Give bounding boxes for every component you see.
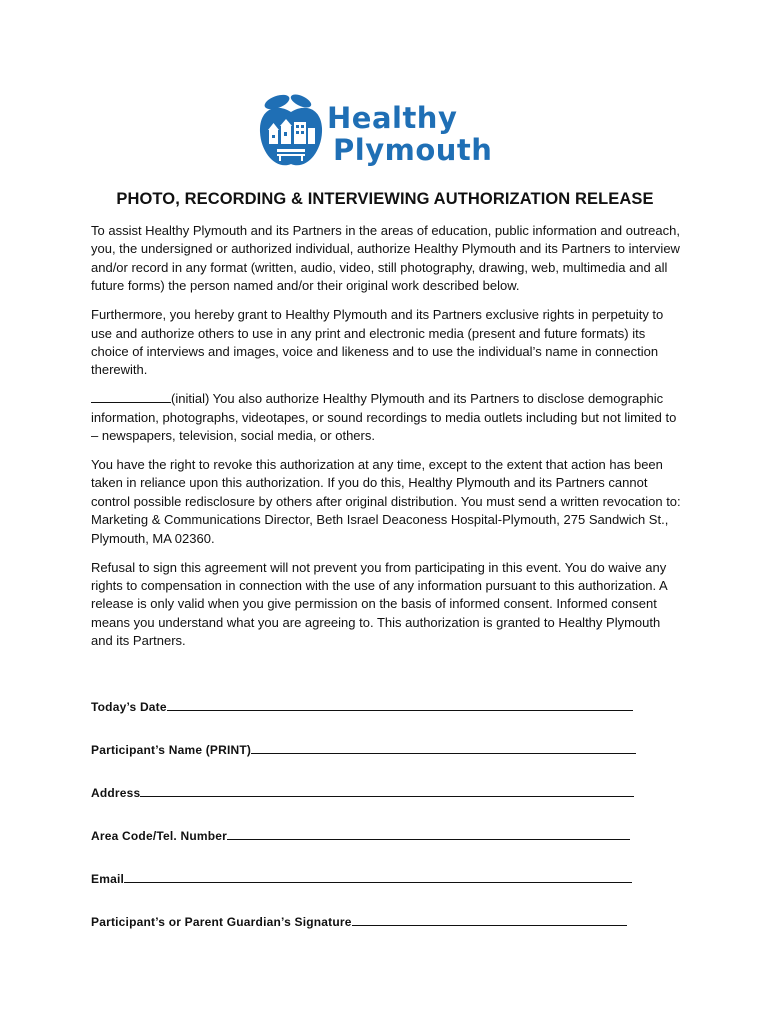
paragraph-purpose: To assist Healthy Plymouth and its Partners in the areas of education, public information and outreach, you, the undersigned or authorized individual, authorize Healthy Plymouth and its Partners to interview and/or record in any format (written, audio, video, still photography, drawing, web, multimedia and all future forms) the person named and/or their original work described below. (91, 223, 680, 294)
address-blank[interactable] (140, 784, 634, 797)
paragraph-disclosure (91, 390, 683, 445)
paragraph-refusal: Refusal to sign this agreement will not prevent you from participating in this event. You do waive any rights to compensation in connection with the use of any information pursuant to this authorization. A release is only valid when you give permission on the basis of informed consent. Informed consent means you understand what you are agreeing to. This authorization is granted to Healthy Plymouth and its Partners. (91, 559, 667, 649)
release-body (91, 222, 683, 661)
paragraph-disclosure-text: (initial) You also authorize Healthy Plymouth and its Partners to disclose demographic information, photographs, videotapes, or sound recordings to media outlets including but not limited to – newspapers, television, social media, or others. (91, 391, 677, 444)
field-label: Area Code/Tel. Number (91, 829, 228, 843)
field-label: Participant’s or Parent Guardian’s Signature (91, 915, 352, 929)
participant-name-blank[interactable] (251, 741, 636, 754)
logo-text-line2: Plymouth (333, 133, 493, 167)
initial-blank-line[interactable] (91, 390, 171, 403)
paragraph-rights: Furthermore, you hereby grant to Healthy Plymouth and its Partners exclusive rights in perpetuity to use and authorize others to use in any print and electronic media (present and future formats) its choice of interviews and images, voice and likeness and to use the individual’s name in connection therewith. (91, 307, 664, 378)
field-label: Email (91, 872, 125, 886)
phone-blank[interactable] (227, 827, 630, 840)
email-blank[interactable] (124, 870, 632, 883)
field-label: Today’s Date (91, 700, 167, 714)
field-signature (91, 913, 651, 956)
logo-text-line1: Healthy (327, 101, 458, 135)
apple-town-icon (255, 92, 329, 178)
signature-blank[interactable] (352, 913, 627, 926)
field-email (91, 870, 651, 913)
field-phone (91, 827, 651, 870)
field-label: Participant’s Name (PRINT) (91, 743, 252, 757)
document-title: PHOTO, RECORDING & INTERVIEWING AUTHORIZATION RELEASE (116, 190, 654, 208)
paragraph-revocation: You have the right to revoke this authorization at any time, except to the extent that action has been taken in reliance upon this authorization. If you do this, Healthy Plymouth and its Partners cannot control possible redisclosure by others after original distribution. You must send a written revocation to: Marketing & Communications Director, Beth Israel Deaconess Hospital-Plymouth, 275 Sandwich St., Plymouth, MA 02360. (91, 456, 681, 546)
todays-date-blank[interactable] (167, 698, 633, 711)
healthy-plymouth-logo (255, 92, 500, 178)
field-address (91, 784, 651, 827)
field-todays-date (91, 698, 651, 741)
field-participant-name (91, 741, 651, 784)
field-label: Address (91, 786, 141, 800)
signature-fields (91, 698, 651, 956)
